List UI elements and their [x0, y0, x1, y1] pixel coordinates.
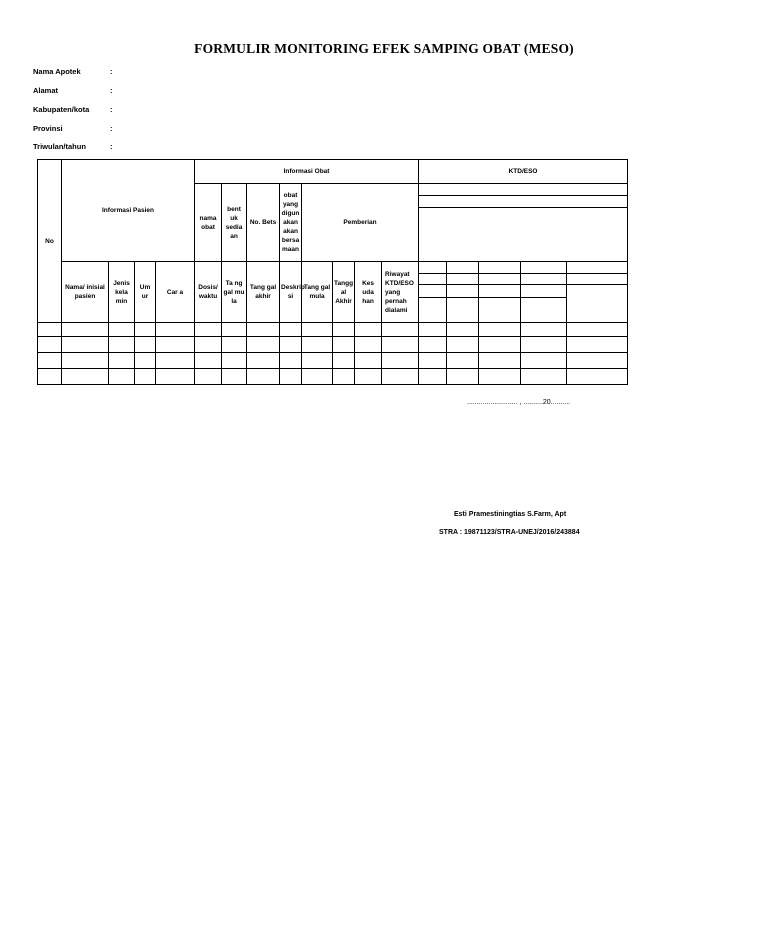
form-title: FORMULIR MONITORING EFEK SAMPING OBAT (MESO)	[194, 41, 574, 56]
header-riwayat: Riwayat KTD/ESO yang pernah dialami	[382, 262, 419, 323]
table-cell	[38, 323, 62, 337]
field-colon: :	[110, 124, 113, 133]
signer-name: Esti Pramestiningtias S.Farm, Apt	[454, 511, 567, 518]
pelapor-cell	[567, 262, 628, 274]
table-cell	[280, 337, 302, 353]
header-jenis-kelamin: Jenis kela min	[109, 262, 135, 323]
table-cell	[302, 369, 333, 385]
table-cell	[567, 369, 628, 385]
table-cell	[109, 323, 135, 337]
header-bentuk-sediaan: bent uk sedia an	[222, 184, 247, 262]
table-row	[38, 323, 628, 337]
table-cell	[447, 369, 479, 385]
table-cell	[567, 353, 628, 369]
header-cara: Car a	[156, 262, 195, 323]
table-cell	[222, 353, 247, 369]
header-pemberian: Pemberian	[302, 184, 419, 262]
table-cell	[479, 369, 521, 385]
table-cell	[447, 353, 479, 369]
table-cell	[382, 337, 419, 353]
table-cell	[382, 323, 419, 337]
table-cell	[156, 337, 195, 353]
table-cell	[302, 323, 333, 337]
table-cell	[355, 369, 382, 385]
table-cell	[195, 353, 222, 369]
table-cell	[333, 337, 355, 353]
header-no: No	[38, 160, 62, 323]
obat-cell	[521, 274, 567, 285]
table-cell	[62, 323, 109, 337]
table-cell	[479, 337, 521, 353]
header-tanggal-akhir-obat: Tang gal akhir	[247, 262, 280, 323]
table-cell	[222, 369, 247, 385]
table-cell	[109, 337, 135, 353]
header-informasi-pasien: Informasi Pasien	[62, 160, 195, 262]
table-cell	[447, 323, 479, 337]
header-nama-obat: nama obat	[195, 184, 222, 262]
field-label: Kabupaten/kota	[33, 105, 90, 114]
table-cell	[382, 353, 419, 369]
date-line: .......................... , ..........20..........	[467, 399, 571, 406]
signer-stra: STRA : 19871123/STRA-UNEJ/2016/243884	[439, 529, 580, 536]
obat-cell	[419, 298, 447, 323]
table-cell	[280, 323, 302, 337]
table-cell	[62, 337, 109, 353]
header-informasi-obat: Informasi Obat	[195, 160, 419, 184]
table-cell	[479, 353, 521, 369]
obat-cell	[419, 274, 447, 285]
obat-cell	[447, 285, 479, 298]
header-obat-bersamaan: obat yang digun akan akan bersa maan	[280, 184, 302, 262]
table-cell	[333, 323, 355, 337]
field-colon: :	[110, 67, 113, 76]
table-cell	[195, 369, 222, 385]
table-row	[38, 369, 628, 385]
meso-table	[37, 159, 628, 385]
table-cell	[62, 369, 109, 385]
table-cell	[567, 337, 628, 353]
ktd-cell	[419, 184, 628, 196]
ktd-cell	[419, 196, 628, 208]
table-cell	[302, 353, 333, 369]
obat-cell	[521, 262, 567, 274]
table-cell	[280, 353, 302, 369]
field-colon: :	[110, 142, 113, 151]
obat-cell	[419, 285, 447, 298]
table-cell	[521, 353, 567, 369]
table-row	[38, 353, 628, 369]
field-label: Provinsi	[33, 124, 63, 133]
obat-cell	[419, 262, 447, 274]
table-cell	[333, 353, 355, 369]
table-cell	[38, 337, 62, 353]
header-umur: Um ur	[135, 262, 156, 323]
table-cell	[355, 337, 382, 353]
table-cell	[109, 369, 135, 385]
table-cell	[247, 369, 280, 385]
obat-cell	[447, 262, 479, 274]
table-cell	[38, 353, 62, 369]
table-cell	[195, 337, 222, 353]
table-cell	[135, 353, 156, 369]
obat-cell	[479, 262, 521, 274]
obat-cell	[447, 298, 479, 323]
table-cell	[479, 323, 521, 337]
obat-cell	[479, 298, 521, 323]
table-cell	[156, 353, 195, 369]
table-cell	[567, 323, 628, 337]
table-cell	[521, 337, 567, 353]
obat-cell	[447, 274, 479, 285]
table-cell	[447, 337, 479, 353]
pelapor-cell	[567, 285, 628, 323]
header-tanggal-mulai-obat: Ta ng gal mu la	[222, 262, 247, 323]
table-cell	[419, 369, 447, 385]
table-cell	[355, 323, 382, 337]
table-cell	[419, 323, 447, 337]
table-cell	[247, 337, 280, 353]
field-label: Alamat	[33, 86, 59, 95]
table-cell	[135, 337, 156, 353]
table-cell	[382, 369, 419, 385]
field-colon: :	[110, 86, 113, 95]
table-cell	[280, 369, 302, 385]
header-kesudahan: Kes uda han	[355, 262, 382, 323]
table-cell	[156, 323, 195, 337]
table-cell	[247, 353, 280, 369]
header-deskripsi: Deskrip si	[280, 262, 302, 323]
table-cell	[333, 369, 355, 385]
header-tanggal-akhir-ktd: Tangg al Akhir	[333, 262, 355, 323]
table-cell	[195, 323, 222, 337]
table-cell	[156, 369, 195, 385]
obat-cell	[479, 274, 521, 285]
table-cell	[222, 323, 247, 337]
table-cell	[419, 353, 447, 369]
field-colon: :	[110, 105, 113, 114]
obat-cell	[521, 298, 567, 323]
table-cell	[135, 369, 156, 385]
field-label: Nama Apotek	[33, 67, 81, 76]
table-cell	[419, 337, 447, 353]
obat-cell	[479, 285, 521, 298]
header-nama-inisial: Nama/ inisial pasien	[62, 262, 109, 323]
table-cell	[247, 323, 280, 337]
table-cell	[38, 369, 62, 385]
table-cell	[62, 353, 109, 369]
header-tanggal-mulai-ktd: Tang gal mula	[302, 262, 333, 323]
pelapor-cell	[567, 274, 628, 285]
field-label: Triwulan/tahun	[33, 142, 86, 151]
table-cell	[135, 323, 156, 337]
table-cell	[355, 353, 382, 369]
table-cell	[521, 323, 567, 337]
ktd-cell	[419, 208, 628, 262]
table-cell	[222, 337, 247, 353]
table-row	[38, 337, 628, 353]
table-cell	[302, 337, 333, 353]
table-cell	[109, 353, 135, 369]
header-no-bets: No. Bets	[247, 184, 280, 262]
obat-cell	[521, 285, 567, 298]
header-ktd-eso: KTD/ESO	[419, 160, 628, 184]
header-dosis-waktu: Dosis/ waktu	[195, 262, 222, 323]
table-cell	[521, 369, 567, 385]
